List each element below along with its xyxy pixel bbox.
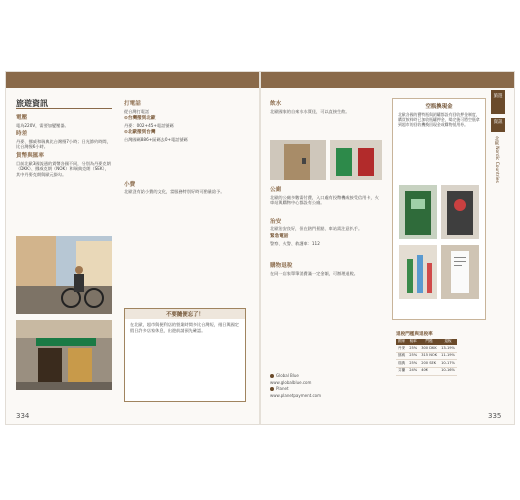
- right-text-column: [270, 98, 382, 116]
- note-box: [124, 308, 246, 402]
- vat-header-rate: 稅率: [407, 339, 419, 346]
- photo-storefront: [16, 320, 112, 390]
- vat-header-refund: 退稅: [439, 339, 457, 346]
- link-planet-url[interactable]: www.planetpayment.com: [270, 392, 322, 398]
- note-box-title: 不要隨便忘了！: [125, 309, 245, 319]
- tip-box-bottle-return: [392, 98, 486, 320]
- photo-bottles: [399, 245, 437, 299]
- bullet-icon: [270, 374, 274, 378]
- page-number-right: 335: [488, 412, 502, 420]
- link-label: Global Blue: [276, 373, 299, 378]
- body-tax-refund: 在同一店家單筆消費滿一定金額，可辦理退稅。: [270, 270, 358, 276]
- vat-cell: 芬蘭: [396, 367, 407, 375]
- photo-recycling-machine-1: [399, 185, 437, 239]
- section-heading-voltage: 電壓: [16, 115, 28, 121]
- title-underline: [16, 108, 112, 109]
- photo-recycling-machine-2: [441, 185, 479, 239]
- vat-cell: 25%: [407, 352, 419, 360]
- note-box-body: 在北歐，超市與便利店的營業時間多比台灣短，週日與國定假日許多店家休息，出遊前請預先確認。: [130, 322, 239, 333]
- vat-cell: 10-16%: [439, 367, 457, 375]
- body-water: 北歐國家的自來水水質佳，可以直接生飲。: [270, 108, 350, 114]
- vat-cell: 24%: [407, 367, 419, 375]
- left-middle-column: [124, 98, 244, 197]
- tip-box-title: 空瓶換現金: [425, 104, 453, 110]
- section-body-voltage: 電為220V，需要加變壓器。: [16, 122, 69, 128]
- page-title: 旅遊資訊: [16, 99, 48, 108]
- table-row: [396, 345, 457, 352]
- heading-tax-refund: 購物退稅: [270, 263, 293, 270]
- body-tips: 北歐沒有給小費的文化，當服務特別好時可酌量給予。: [124, 189, 225, 195]
- vat-cell: 10-17%: [439, 360, 457, 368]
- heading-water: 飲水: [270, 101, 282, 107]
- right-text-column-2: [270, 184, 382, 278]
- body-emergency: 警察、火警、救護車：112: [270, 240, 320, 246]
- photo-toilet-kiosk: [330, 140, 382, 180]
- left-text-column: [16, 112, 112, 179]
- section-body-currency: 目前北歐3國流通的貨幣各國不同，分別為丹麥克朗（DKK）、挪威克朗（NOK）和瑞典克朗（SEK），其中丹麥克朗與歐元掛勾。: [16, 160, 111, 177]
- page-number-left: 334: [16, 412, 30, 420]
- subheading-tw-to-nordic: ⊙台灣撥到北歐: [124, 116, 156, 122]
- page-gutter: [259, 72, 261, 424]
- vat-cell: 200 SEK: [419, 360, 439, 368]
- side-tab-label-b: 資訊: [493, 120, 503, 125]
- table-row: [396, 360, 457, 368]
- vat-cell: 挪威: [396, 352, 407, 360]
- vat-table: [396, 339, 457, 376]
- heading-tips: 小費: [124, 181, 136, 188]
- link-global-blue[interactable]: [270, 373, 382, 379]
- table-row: [396, 352, 457, 360]
- vat-cell: 315 NOK: [419, 352, 439, 360]
- photo-street-cyclist: [16, 236, 112, 314]
- body-phone: 從台灣打電話: [124, 108, 150, 114]
- photo-toilet-door: [270, 140, 326, 180]
- body-nordic-to-tw: 台灣國碼886+區碼去0+電話號碼: [124, 136, 188, 142]
- link-label: Planet: [276, 386, 289, 392]
- photo-receipt: [441, 245, 479, 299]
- body-toilets: 北歐的公廁多數需付費，入口處有投幣機或接受信用卡，火車站與購物中心都設有公廁。: [270, 194, 379, 206]
- heading-phone: 打電話: [124, 101, 141, 107]
- links-block: [270, 372, 382, 399]
- vat-cell: 25%: [407, 345, 419, 352]
- link-planet[interactable]: [270, 386, 382, 392]
- section-heading-currency: 貨幣與匯率: [16, 152, 44, 159]
- vat-table-block: [396, 330, 486, 376]
- section-body-timezone: 丹麥、挪威和瑞典比台灣慢7小時；日光節約時間，比台灣慢6小時。: [16, 138, 111, 150]
- vat-cell: 40€: [419, 367, 439, 375]
- vat-cell: 300 DKK: [419, 345, 439, 352]
- vat-header-country: 國家: [396, 339, 407, 346]
- side-tab-label-a: 旅遊: [493, 94, 503, 99]
- side-tab-vertical-text: 北歐 Nordic Countries: [494, 136, 499, 183]
- heading-safety: 治安: [270, 218, 282, 225]
- vat-table-title: 退稅門檻與退稅率: [396, 332, 433, 337]
- bullet-icon: [270, 387, 274, 391]
- subheading-nordic-to-tw: ⊙北歐撥到台灣: [124, 130, 156, 136]
- heading-emergency: 緊急電話: [270, 233, 289, 239]
- vat-header-min: 門檻: [419, 339, 439, 346]
- body-safety: 北歐治安良好，但在熱門景點、車站需注意扒手。: [270, 226, 363, 232]
- vat-cell: 13-19%: [439, 345, 457, 352]
- body-tw-to-nordic: 丹麥：002+45+電話號碼: [124, 122, 174, 128]
- vat-cell: 瑞典: [396, 360, 407, 368]
- vat-cell: 11-19%: [439, 352, 457, 360]
- link-global-blue-url[interactable]: www.globalblue.com: [270, 379, 312, 385]
- section-heading-timezone: 時差: [16, 131, 28, 138]
- table-row: [396, 367, 457, 375]
- vat-cell: 25%: [407, 360, 419, 368]
- heading-toilets: 公廁: [270, 187, 282, 193]
- tip-box-body: 北歐各國的寶特瓶與鋁罐都設有回收押金制度，購買飲料時已加收瓶罐押金，喝完後可將空瓶拿到超市的回收機換回現金或購物抵用券。: [398, 112, 480, 127]
- vat-cell: 丹麥: [396, 345, 407, 352]
